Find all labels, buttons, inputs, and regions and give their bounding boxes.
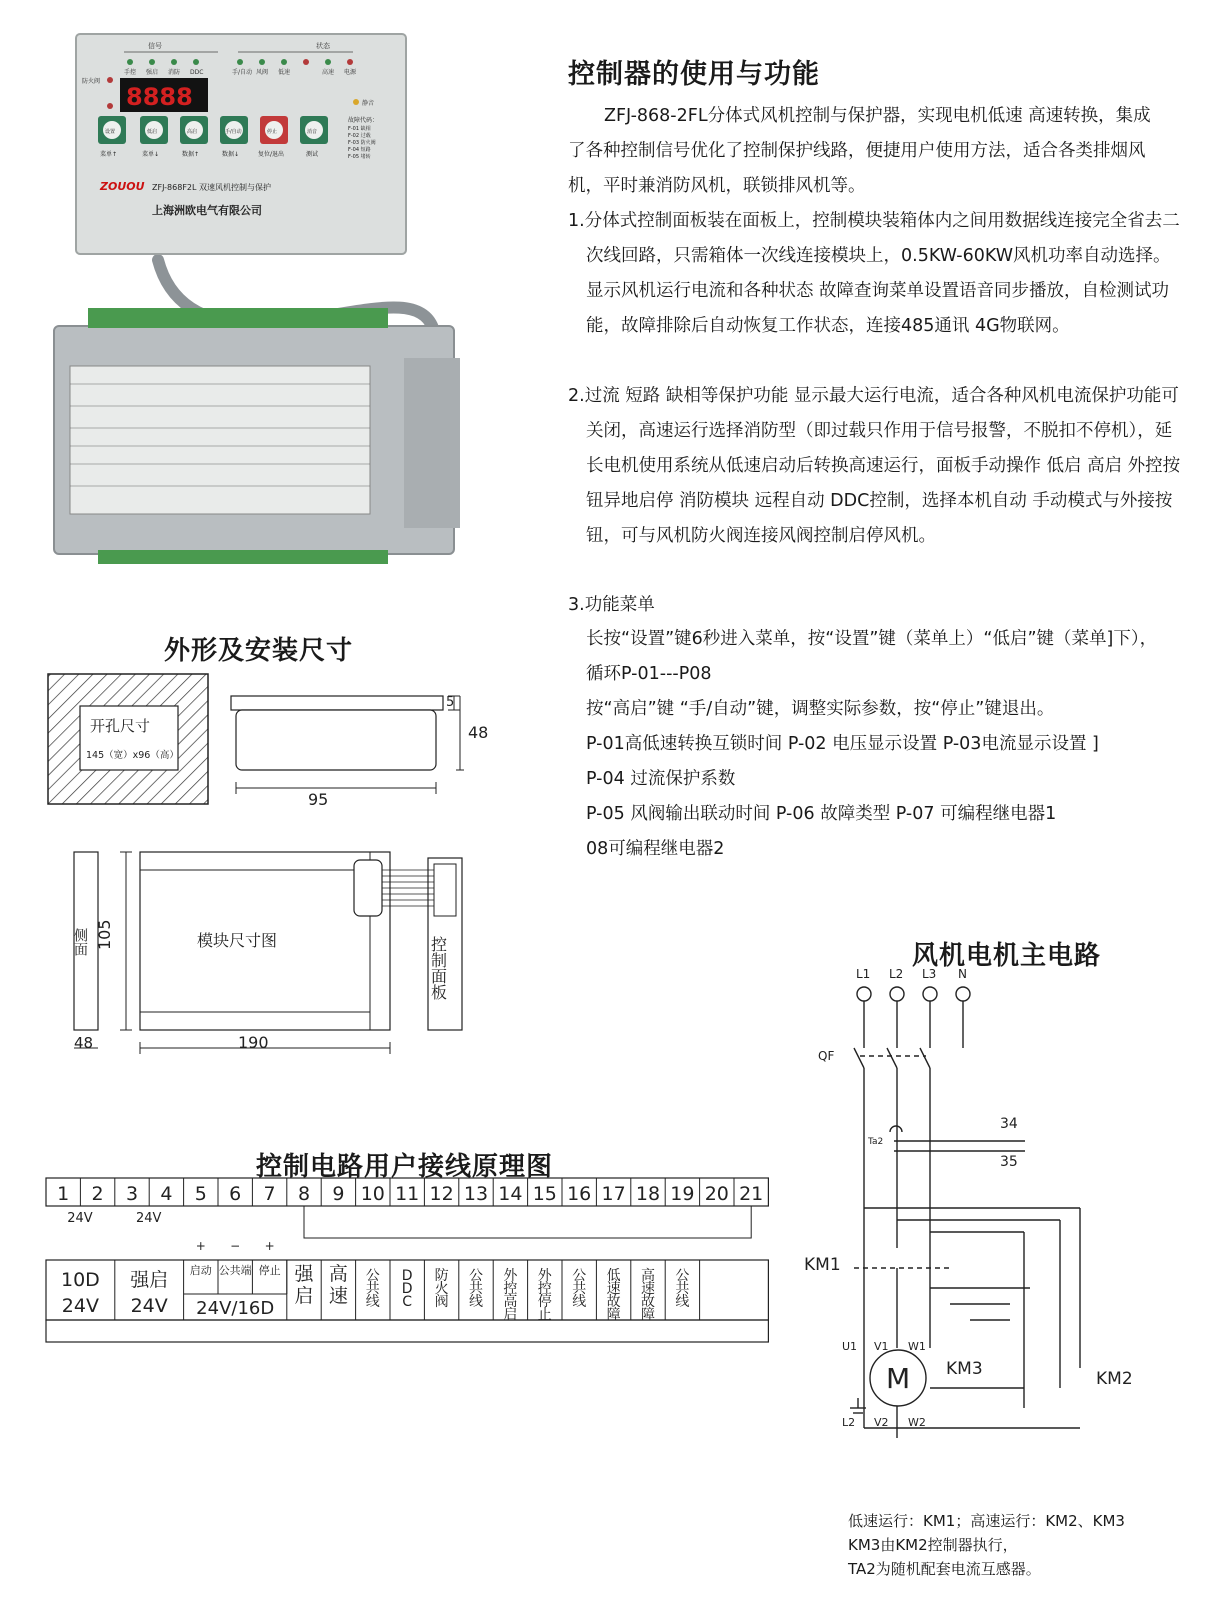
dim-95: 95	[308, 790, 329, 809]
svg-text:L2: L2	[842, 1416, 856, 1429]
label-top-9-1: 速	[328, 1285, 348, 1307]
label-top-15-2: 停	[537, 1294, 552, 1310]
svg-text:强启: 强启	[146, 69, 159, 76]
fan-circuit-title: 风机电机主电路	[912, 941, 1102, 971]
menu-line-5: P-05 风阀输出联动时间 P-06 故障类型 P-07 可编程继电器1	[586, 804, 1057, 824]
label-top-13-2: 线	[469, 1294, 483, 1310]
panel-side-view	[236, 710, 436, 770]
plus-mark-2: +	[264, 1239, 275, 1253]
label-top-11-2: C	[402, 1294, 413, 1310]
feature-item-1: 1.分体式控制面板装在面板上，控制模块装箱体内之间用数据线连接完全省去二次线回路，只需箱体一次线连接模块上，0.5KW-60KW风机功率自动选择。显示风机运行电流和各种状态 故障查询菜单设置语音同步播放，自检测试功能，故障排除后自动恢复工作状态，连接485通讯 4G物联网。	[568, 211, 1180, 336]
svg-text:V2: V2	[874, 1416, 889, 1429]
company-name: 上海洲欧电气有限公司	[152, 204, 262, 217]
label-top-13-1: 共	[469, 1281, 483, 1297]
label-10d: 10D	[60, 1269, 100, 1291]
terminal-top-11: 11	[395, 1183, 420, 1205]
module-terminal-label	[70, 366, 370, 514]
plus-mark: +	[195, 1239, 206, 1253]
km3-label: KM3	[946, 1359, 983, 1379]
device-photo	[48, 28, 468, 568]
svg-text:状态: 状态	[316, 42, 330, 50]
svg-text:35: 35	[1000, 1154, 1018, 1170]
label-top-18-2: 故	[641, 1294, 655, 1310]
label-top-14-1: 控	[503, 1281, 518, 1297]
svg-text:消防: 消防	[168, 69, 181, 76]
dim-48b: 48	[74, 1034, 94, 1052]
svg-text:静音: 静音	[362, 100, 375, 107]
dim-5: 5	[446, 695, 455, 710]
dimension-drawing	[40, 670, 510, 1070]
dimension-title: 外形及安装尺寸	[164, 636, 354, 666]
label-top-12-2: 阀	[434, 1294, 449, 1310]
label-top-16-2: 线	[572, 1294, 587, 1310]
label-top-19-1: 共	[675, 1281, 690, 1297]
label-top-15-1: 控	[537, 1281, 552, 1297]
terminal-top-20: 20	[704, 1183, 729, 1205]
svg-text:W1: W1	[908, 1340, 926, 1353]
label-top-12-1: 火	[434, 1281, 449, 1297]
side-label: 侧面	[72, 928, 88, 956]
label-24v-a: 24V	[67, 1211, 93, 1226]
svg-text:F-05 堵转: F-05 堵转	[348, 154, 371, 160]
page-title: 控制器的使用与功能	[568, 59, 820, 90]
terminal-top-8: 8	[297, 1183, 311, 1205]
terminal-top-6: 6	[229, 1183, 242, 1205]
brand-logo: ZOUOU	[100, 180, 145, 193]
svg-text:复位/退出: 复位/退出	[258, 151, 285, 158]
label-top-14-2: 高	[503, 1294, 518, 1310]
svg-text:F-04 短路: F-04 短路	[348, 147, 371, 153]
label-top-6: 公共端	[218, 1264, 252, 1277]
svg-text:数据↑: 数据↑	[182, 151, 200, 158]
menu-line-1: 长按“设置”键6秒进入菜单，按“设置”键（菜单上）“低启”键（菜单]下），循环P-01---P08	[586, 629, 1158, 684]
label-top-11-0: D	[401, 1268, 413, 1284]
terminal-top-17: 17	[601, 1183, 626, 1205]
svg-text:34: 34	[1000, 1116, 1018, 1132]
svg-text:菜单↑: 菜单↑	[100, 151, 118, 158]
terminal-top-2: 2	[91, 1183, 104, 1205]
terminal-top-12: 12	[429, 1183, 454, 1205]
terminal-top-18: 18	[635, 1183, 661, 1205]
svg-text:8888: 8888	[126, 83, 193, 111]
terminal-top-3: 3	[125, 1183, 139, 1205]
terminal-top-13: 13	[463, 1183, 489, 1205]
terminal-top-4: 4	[160, 1183, 173, 1205]
svg-text:消音: 消音	[307, 129, 318, 135]
svg-text:QF: QF	[818, 1049, 835, 1063]
label-top-17-0: 低	[606, 1268, 621, 1284]
km1-label: KM1	[804, 1255, 841, 1275]
label-top-18-3: 障	[641, 1307, 655, 1323]
label-top-7: 停止	[258, 1264, 281, 1277]
label-top-10-2: 线	[365, 1294, 380, 1310]
svg-text:L1: L1	[856, 968, 871, 981]
label-top-12-0: 防	[434, 1268, 449, 1284]
svg-text:W2: W2	[908, 1416, 926, 1429]
fan-circuit-diagram	[800, 968, 1180, 1508]
label-top-19-0: 公	[675, 1268, 690, 1284]
svg-text:防火阀: 防火阀	[82, 78, 101, 85]
feature-item-2: 2.过流 短路 缺相等保护功能 显示最大运行电流，适合各种风机电流保护功能可关闭，高速运行选择消防型（即过载只作用于信号报警，不脱扣不停机），延长电机使用系统从低速启动后转换高速运行，面板手动操作 低启 高启 外控按钮异地启停 消防模块 远程自动 DDC控制，选择本机自动 手动模式与外接按钮，可与风机防火阀连接风阀控制启停风机。	[568, 386, 1181, 546]
terminal-top-1: 1	[57, 1183, 70, 1205]
km2-label: KM2	[1096, 1369, 1133, 1389]
label-top-16-1: 共	[572, 1281, 587, 1297]
menu-line-6: 08可编程继电器2	[586, 839, 725, 859]
label-top-15-3: 止	[537, 1307, 552, 1323]
label-top-13-0: 公	[469, 1268, 483, 1284]
label-top-8-0: 强	[294, 1263, 314, 1285]
label-top-17-3: 障	[606, 1307, 621, 1323]
label-top-9-0: 高	[328, 1263, 348, 1285]
svg-text:电源: 电源	[344, 69, 357, 76]
menu-line-3: P-01高低速转换互锁时间 P-02 电压显示设置 P-03电流显示设置 ]	[586, 734, 1099, 754]
terminal-top-5: 5	[194, 1183, 207, 1205]
svg-text:停止: 停止	[267, 129, 278, 135]
menu-line-2: 按“高启”键 “手/自动”键，调整实际参数，按“停止”键退出。	[586, 699, 1055, 719]
wiring-title: 控制电路用户接线原理图	[256, 1152, 554, 1182]
terminal-top-9: 9	[332, 1183, 345, 1205]
fan-notes: 低速运行：KM1；高速运行：KM2、KM3 KM3由KM2控制器执行， TA2为随机配套电流互感器。	[848, 1512, 1125, 1578]
label-top-8-1: 启	[294, 1285, 314, 1307]
svg-text:L3: L3	[922, 968, 937, 981]
svg-text:Ta2: Ta2	[868, 1137, 884, 1147]
label-top-18-0: 高	[641, 1268, 655, 1284]
module-label: 模块尺寸图	[197, 931, 278, 950]
svg-text:测试: 测试	[306, 151, 319, 158]
intro-paragraph: ZFJ-868-2FL分体式风机控制与保护器，实现电机低速 高速转换，集成了各种控制信号优化了控制保护线路，便捷用户使用方法，适合各类排烟风机，平时兼消防风机，联锁排风机等。	[568, 106, 1151, 196]
svg-text:U1: U1	[842, 1340, 858, 1353]
svg-text:高速: 高速	[322, 69, 335, 76]
svg-text:故障代码：: 故障代码：	[348, 117, 379, 124]
svg-text:高启: 高启	[187, 129, 198, 135]
terminal-top-19: 19	[670, 1183, 695, 1205]
svg-text:手/自动: 手/自动	[225, 129, 242, 135]
svg-text:设置: 设置	[105, 129, 116, 135]
terminal-top-15: 15	[532, 1183, 557, 1205]
svg-text:数据↓: 数据↓	[222, 151, 240, 158]
terminal-top-14: 14	[498, 1183, 523, 1205]
svg-text:F-01 缺相: F-01 缺相	[348, 126, 371, 132]
motor-symbol: M	[886, 1362, 911, 1395]
svg-text:低启: 低启	[147, 129, 158, 135]
cutout-size: 145（宽）x96（高）	[86, 750, 179, 761]
label-top-18-1: 速	[641, 1281, 655, 1297]
label-24v-b: 24V	[136, 1211, 162, 1226]
svg-text:风阀: 风阀	[256, 69, 269, 76]
label-top-14-3: 启	[503, 1307, 518, 1323]
svg-text:V1: V1	[874, 1340, 889, 1353]
label-top-5: 启动	[189, 1264, 212, 1277]
label-top-10-0: 公	[365, 1268, 380, 1284]
svg-text:L2: L2	[889, 968, 904, 981]
dim-105: 105	[95, 919, 114, 950]
terminal-top-21: 21	[739, 1183, 764, 1205]
svg-text:低速: 低速	[278, 69, 291, 76]
dim-48: 48	[468, 723, 489, 742]
svg-text:DDC: DDC	[190, 69, 204, 76]
terminal-top-10: 10	[360, 1183, 385, 1205]
wiring-diagram	[40, 1170, 800, 1570]
label-10d-24v: 24V	[61, 1295, 99, 1317]
label-top-14-0: 外	[503, 1268, 518, 1284]
svg-text:信号: 信号	[148, 42, 162, 50]
svg-text:F-02 过载: F-02 过载	[348, 133, 371, 139]
label-qiangqi: 强启	[130, 1269, 169, 1291]
cutout-label: 开孔尺寸	[90, 717, 151, 735]
label-24v16d: 24V/16D	[196, 1298, 275, 1319]
svg-text:手/自动: 手/自动	[232, 69, 253, 76]
terminal-top-7: 7	[263, 1183, 276, 1205]
label-top-15-0: 外	[537, 1268, 552, 1284]
panel-label: 控制面板	[428, 936, 448, 1000]
feature-item-3-title: 3.功能菜单	[568, 595, 655, 615]
label-top-10-1: 共	[365, 1281, 380, 1297]
dim-190: 190	[238, 1033, 269, 1052]
svg-text:手控: 手控	[124, 69, 137, 76]
device-model: ZFJ-868F2L 双速风机控制与保护	[152, 183, 272, 192]
svg-text:F-03 防火阀: F-03 防火阀	[348, 140, 376, 146]
label-top-19-2: 线	[675, 1294, 690, 1310]
label-qiangqi-24v: 24V	[130, 1295, 168, 1317]
label-top-17-1: 速	[606, 1281, 621, 1297]
menu-line-4: P-04 过流保护系数	[586, 769, 736, 789]
minus-mark: −	[230, 1239, 241, 1253]
label-top-16-0: 公	[572, 1268, 587, 1284]
svg-text:N: N	[958, 968, 967, 981]
label-top-17-2: 故	[606, 1294, 621, 1310]
label-top-11-1: D	[401, 1281, 413, 1297]
terminal-top-16: 16	[567, 1183, 592, 1205]
svg-text:菜单↓: 菜单↓	[142, 151, 160, 158]
